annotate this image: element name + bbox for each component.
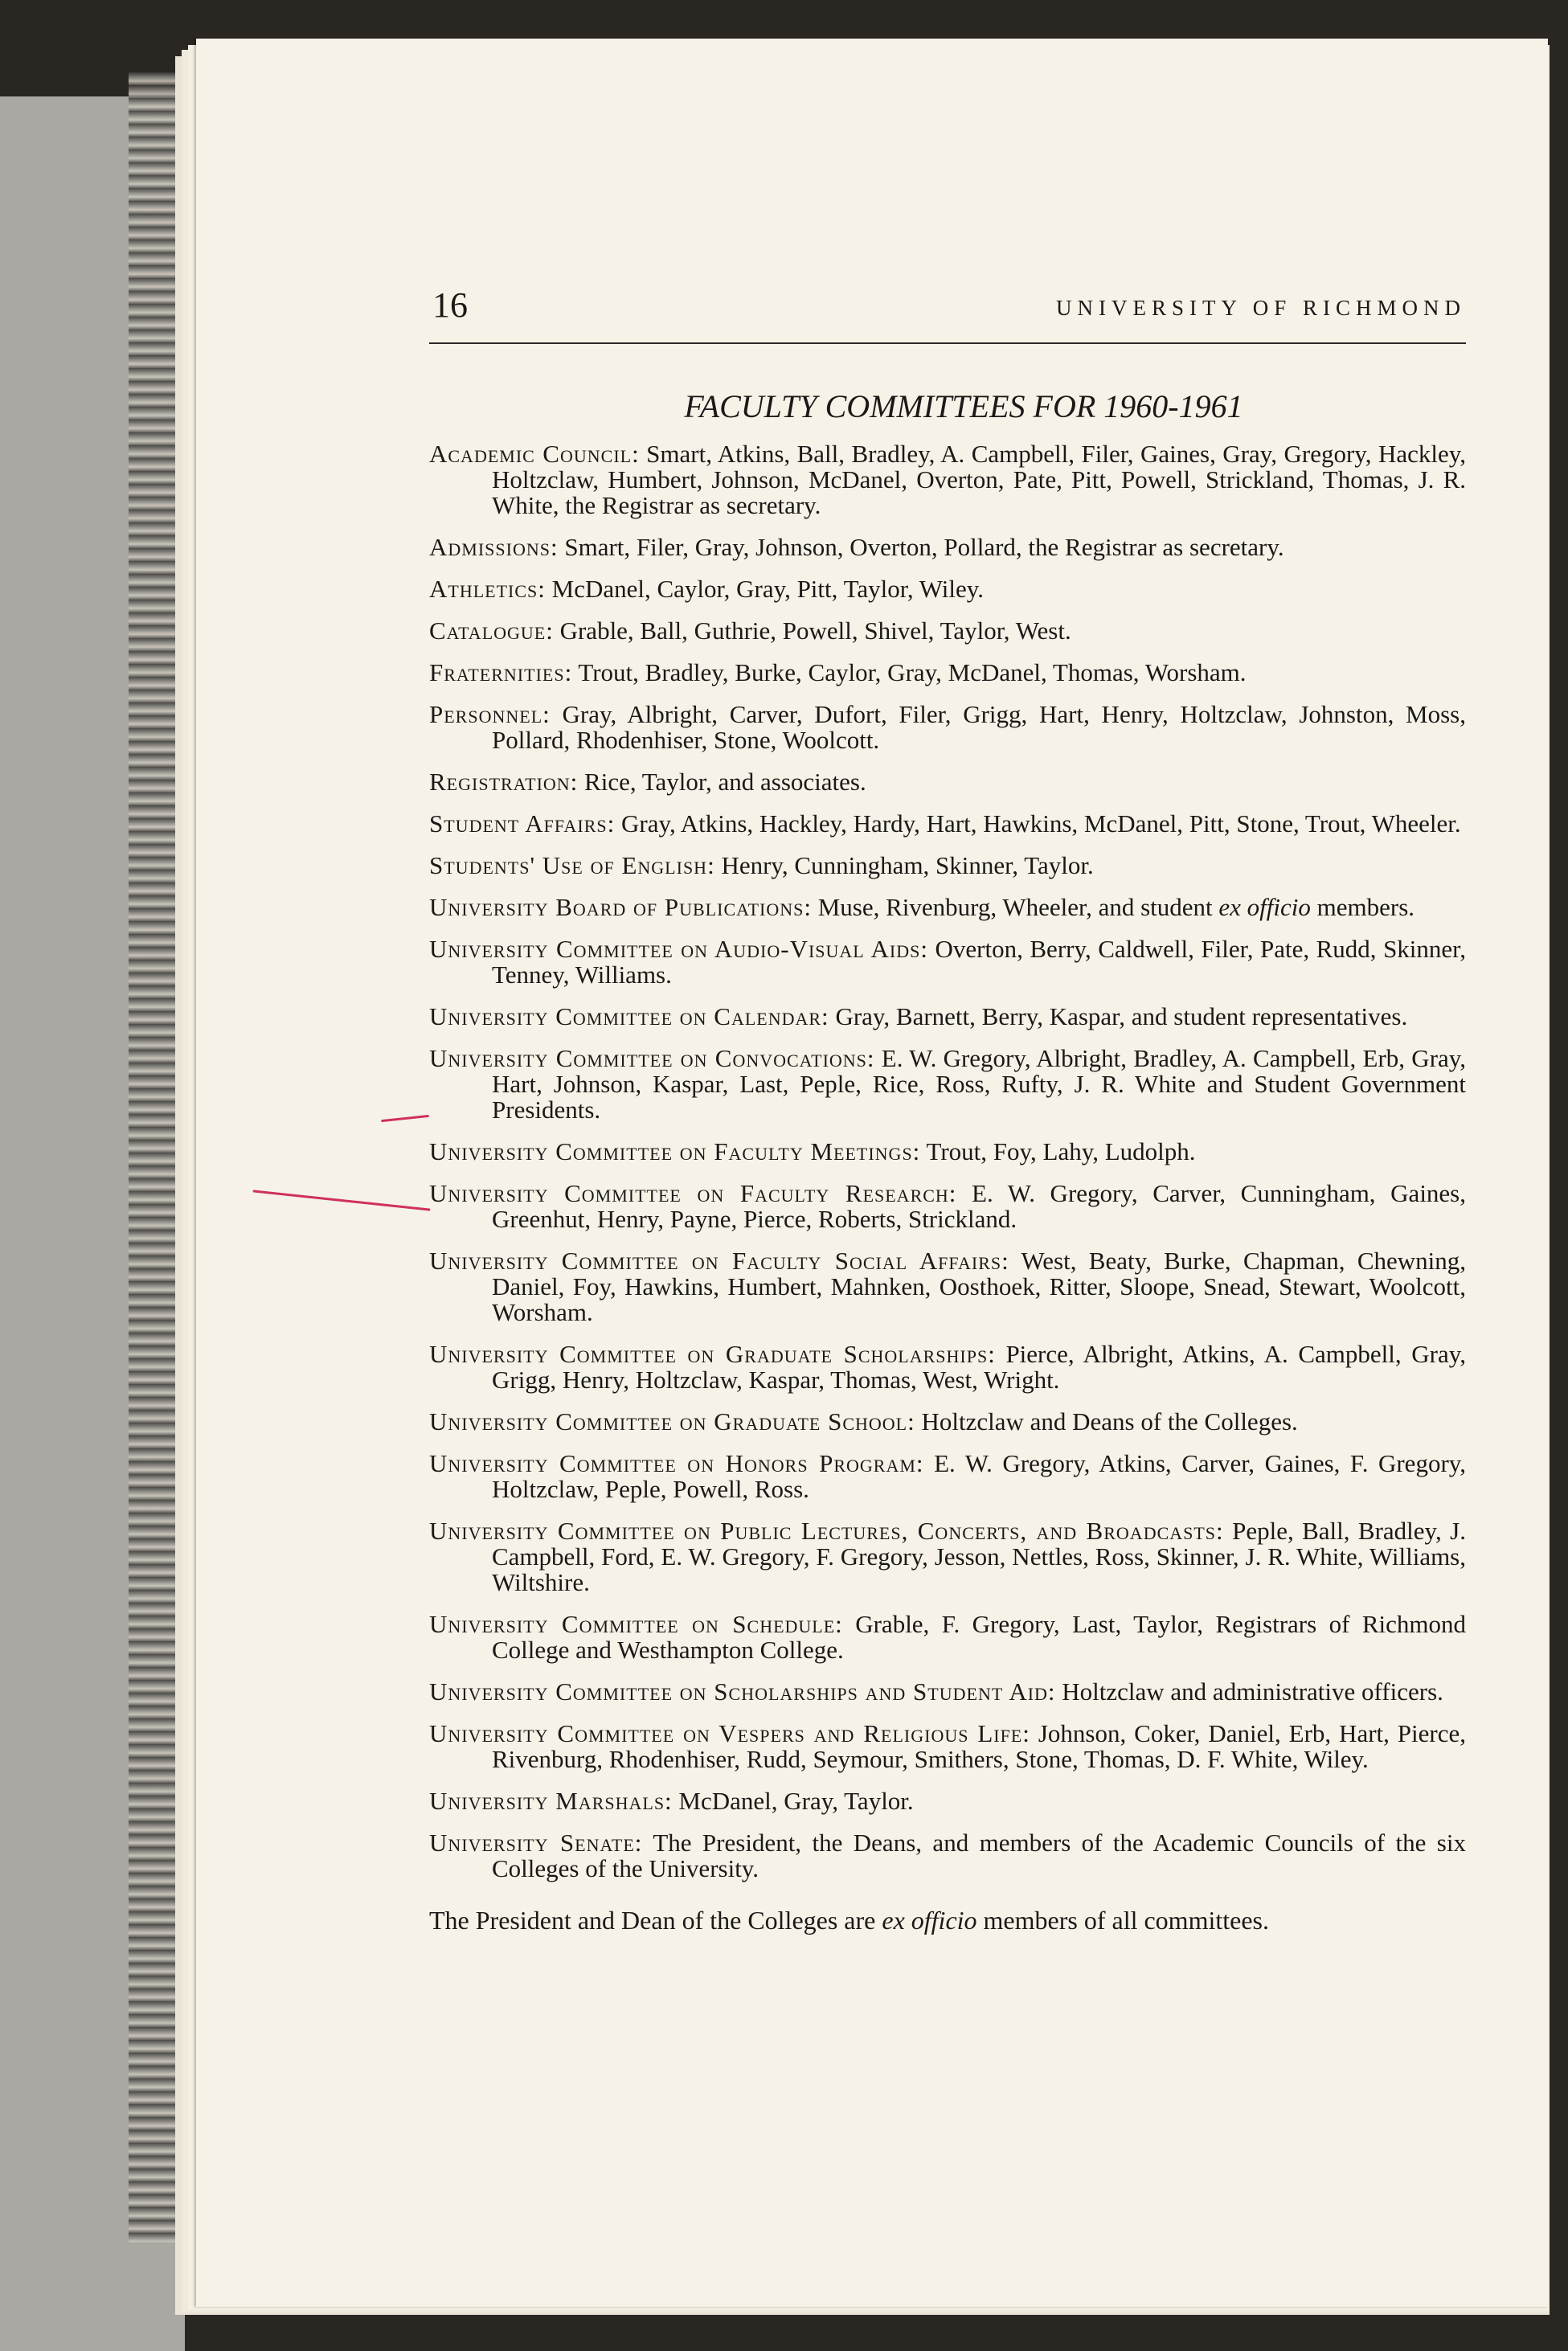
committee-name: University Committee on Faculty Research:	[429, 1179, 957, 1207]
running-head	[429, 280, 1466, 344]
committee-name: University Committee on Scholarships and Student Aid:	[429, 1677, 1056, 1706]
committee-name: Academic Council:	[429, 440, 640, 468]
committee-entry	[429, 1721, 1466, 1772]
committee-members-end: members.	[1310, 893, 1415, 921]
committee-entry	[429, 535, 1466, 560]
committee-members: The President, the Deans, and members of the Academic Councils of the six Colleges of the University.	[492, 1829, 1466, 1882]
committee-entry	[429, 1139, 1466, 1165]
committee-entry	[429, 1181, 1466, 1232]
committee-name: Catalogue:	[429, 616, 554, 645]
committee-entry	[429, 702, 1466, 753]
committee-members: Rice, Taylor, and associates.	[584, 768, 866, 796]
page-number: 16	[432, 285, 468, 325]
committee-members: Smart, Atkins, Ball, Bradley, A. Campbell, Filer, Gaines, Gray, Gregory, Hackley, Holtzclaw, Humbert, Johnson, McDanel, Overton, Pate, Pitt, Powell, Strickland, Thomas, J. R. White, the Registrar as secretary.	[492, 440, 1466, 519]
committee-name: Admissions:	[429, 533, 559, 561]
committee-name: Fraternities:	[429, 658, 573, 686]
committee-entry	[429, 660, 1466, 686]
committee-name: University Senate:	[429, 1829, 643, 1857]
committee-members: Trout, Bradley, Burke, Caylor, Gray, McDanel, Thomas, Worsham.	[578, 658, 1247, 686]
footnote-text: The President and Dean of the Colleges are	[429, 1906, 876, 1935]
pen-mark	[252, 1190, 430, 1210]
committee-name: University Marshals:	[429, 1787, 673, 1815]
committee-entry	[429, 1830, 1466, 1882]
committee-entry	[429, 1341, 1466, 1393]
committee-name: Athletics:	[429, 575, 546, 603]
committee-name: University Committee on Vespers and Religious Life:	[429, 1719, 1030, 1747]
book-page	[196, 39, 1548, 2307]
committee-entry	[429, 618, 1466, 644]
committee-entry	[429, 1004, 1466, 1030]
committee-entry	[429, 895, 1466, 920]
committee-name: University Committee on Convocations:	[429, 1044, 875, 1072]
committee-entry	[429, 769, 1466, 795]
committee-entry	[429, 1612, 1466, 1663]
committee-members: Holtzclaw and Deans of the Colleges.	[921, 1407, 1298, 1436]
committee-list	[429, 441, 1466, 1882]
committee-name: Registration:	[429, 768, 579, 796]
committee-name: University Committee on Faculty Meetings:	[429, 1137, 921, 1165]
committee-entry	[429, 811, 1466, 837]
committee-members: McDanel, Gray, Taylor.	[678, 1787, 914, 1815]
committee-members: Gray, Barnett, Berry, Kaspar, and student representatives.	[835, 1002, 1408, 1030]
committee-name: University Committee on Faculty Social Affairs:	[429, 1247, 1009, 1275]
committee-entry	[429, 936, 1466, 988]
committee-members: Peple, Ball, Bradley, J. Campbell, Ford, E. W. Gregory, F. Gregory, Jesson, Nettles, Ross, Skinner, J. R. White, Williams, Wiltshire.	[492, 1517, 1466, 1596]
footnote-text-end: members of all committees.	[976, 1906, 1269, 1935]
committee-members: McDanel, Caylor, Gray, Pitt, Taylor, Wiley.	[551, 575, 984, 603]
committee-members: West, Beaty, Burke, Chapman, Chewning, Daniel, Foy, Hawkins, Humbert, Mahnken, Oosthoek, Ritter, Sloope, Snead, Stewart, Woolcott, Worsham.	[492, 1247, 1467, 1326]
committee-members: Holtzclaw and administrative officers.	[1062, 1677, 1443, 1706]
committee-members: E. W. Gregory, Albright, Bradley, A. Campbell, Erb, Gray, Hart, Johnson, Kaspar, Last, Peple, Rice, Ross, Rufty, J. R. White and Student Government Presidents.	[492, 1044, 1467, 1124]
committee-entry	[429, 1788, 1466, 1814]
committee-name: University Committee on Audio-Visual Aids:	[429, 935, 928, 963]
committee-entry	[429, 1248, 1466, 1325]
pen-mark	[381, 1115, 429, 1122]
committee-name: University Committee on Schedule:	[429, 1610, 843, 1638]
committee-members: Trout, Foy, Lahy, Ludolph.	[926, 1137, 1196, 1165]
committee-entry	[429, 853, 1466, 879]
journal-title: UNIVERSITY OF RICHMOND	[1055, 296, 1466, 320]
committee-entry	[429, 1409, 1466, 1435]
committee-members: Pierce, Albright, Atkins, A. Campbell, Gray, Grigg, Henry, Holtzclaw, Kaspar, Thomas, West, Wright.	[492, 1340, 1466, 1394]
footnote-italic: ex officio	[882, 1906, 977, 1935]
committee-members: Grable, F. Gregory, Last, Taylor, Registrars of Richmond College and Westhampton College.	[492, 1610, 1466, 1664]
committee-entry	[429, 576, 1466, 602]
footnote	[429, 1906, 1466, 1935]
committee-members: Henry, Cunningham, Skinner, Taylor.	[721, 851, 1094, 879]
committee-entry	[429, 1679, 1466, 1705]
page-content	[429, 280, 1466, 1935]
committee-entry	[429, 1451, 1466, 1502]
committee-members: E. W. Gregory, Atkins, Carver, Gaines, F. Gregory, Holtzclaw, Peple, Powell, Ross.	[492, 1449, 1467, 1503]
committee-members: Gray, Atkins, Hackley, Hardy, Hart, Hawkins, McDanel, Pitt, Stone, Trout, Wheeler.	[620, 809, 1461, 838]
committee-name: University Committee on Honors Program:	[429, 1449, 924, 1477]
committee-members: Johnson, Coker, Daniel, Erb, Hart, Pierce, Rivenburg, Rhodenhiser, Rudd, Seymour, Smithers, Stone, Thomas, D. F. White, Wiley.	[492, 1719, 1467, 1773]
committee-name: University Committee on Public Lectures, Concerts, and Broadcasts:	[429, 1517, 1224, 1545]
committee-entry	[429, 441, 1466, 518]
committee-name: University Committee on Graduate Scholarships:	[429, 1340, 996, 1368]
committee-name: University Board of Publications:	[429, 893, 812, 921]
committee-members: Grable, Ball, Guthrie, Powell, Shivel, Taylor, West.	[559, 616, 1071, 645]
committee-name: Personnel:	[429, 700, 551, 728]
committee-members: Gray, Albright, Carver, Dufort, Filer, Grigg, Hart, Henry, Holtzclaw, Johnston, Moss, Pollard, Rhodenhiser, Stone, Woolcott.	[492, 700, 1467, 754]
committee-members: Smart, Filer, Gray, Johnson, Overton, Pollard, the Registrar as secretary.	[564, 533, 1284, 561]
committee-entry	[429, 1046, 1466, 1123]
committee-entry	[429, 1518, 1466, 1595]
committee-name: University Committee on Graduate School:	[429, 1407, 915, 1436]
committee-name: Students' Use of English:	[429, 851, 715, 879]
section-title: FACULTY COMMITTEES FOR 1960-1961	[684, 388, 1243, 424]
committee-members: Muse, Rivenburg, Wheeler, and student	[817, 893, 1213, 921]
committee-members: Overton, Berry, Caldwell, Filer, Pate, Rudd, Skinner, Tenney, Williams.	[492, 935, 1467, 989]
committee-members: E. W. Gregory, Carver, Cunningham, Gaines, Greenhut, Henry, Payne, Pierce, Roberts, Strickland.	[492, 1179, 1467, 1233]
committee-members-italic: ex officio	[1218, 893, 1311, 921]
committee-name: University Committee on Calendar:	[429, 1002, 829, 1030]
committee-name: Student Affairs:	[429, 809, 616, 838]
